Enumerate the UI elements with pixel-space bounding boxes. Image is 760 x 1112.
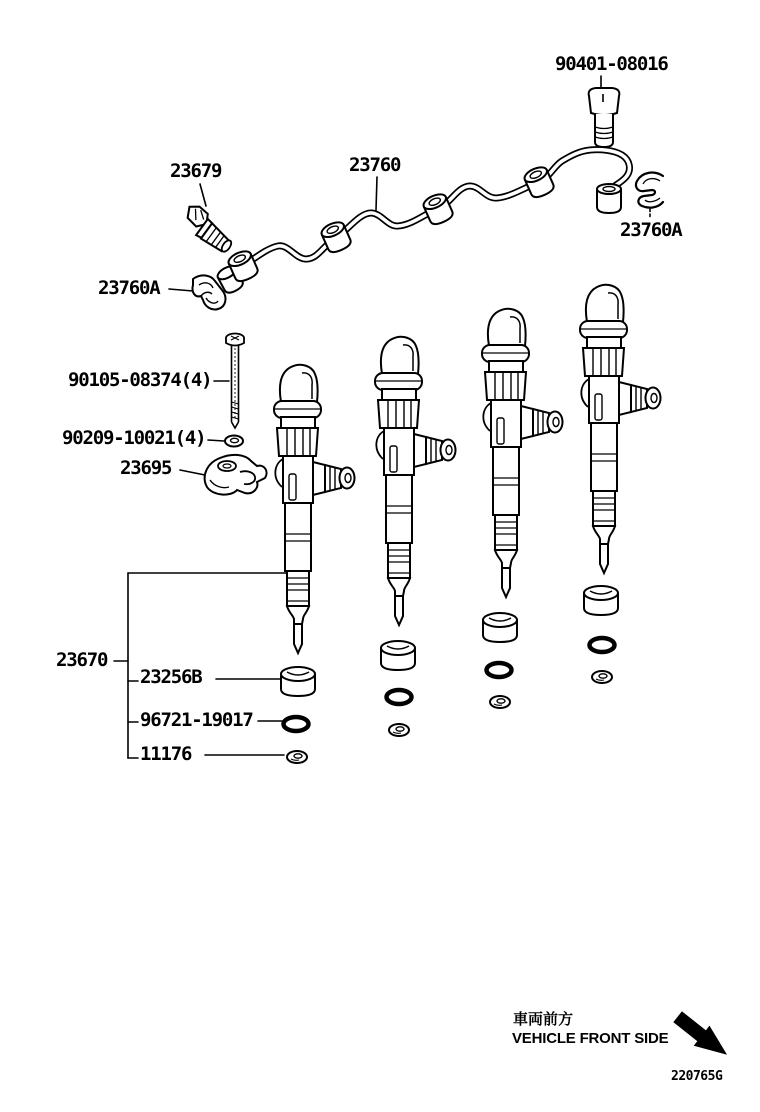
pipe-end-fitting-right [597,184,621,213]
vehicle-front-label-en: VEHICLE FRONT SIDE [512,1030,669,1047]
part-label-23256b: 23256B [140,666,202,688]
injector-2-drawing [375,337,456,625]
washer-90209-drawing [225,436,243,447]
washer-1-drawing [287,751,307,763]
part-label-90209-10021: 90209-10021(4) [62,427,206,449]
bolt-90401-drawing [589,88,620,147]
clamp-23760a-right-drawing [636,173,663,208]
cup-seal-2-drawing [381,641,415,670]
washer-3-drawing [490,696,510,708]
injection-pipe-drawing [216,150,630,296]
oring-2-drawing [387,690,412,704]
oring-1-drawing [284,717,309,731]
part-label-23695: 23695 [120,457,172,479]
part-label-23760a-right: 23760A [620,219,682,241]
washer-4-drawing [592,671,612,683]
clamp-23695-drawing [205,455,267,495]
part-label-96721-19017: 96721-19017 [140,709,253,731]
part-label-23670: 23670 [56,649,108,671]
part-label-23760a-left: 23760A [98,277,160,299]
part-label-23760: 23760 [349,154,401,176]
part-label-11176: 11176 [140,743,192,765]
oring-3-drawing [487,663,512,677]
vehicle-front-arrow-icon [674,1012,726,1054]
cup-seal-3-drawing [483,613,517,642]
oring-4-drawing [590,638,615,652]
washer-2-drawing [389,724,409,736]
vehicle-front-label-jp: 車両前方 [513,1010,574,1028]
cup-seal-1-drawing [281,667,315,696]
injector-4-drawing [580,285,661,573]
diagram-code: 220765G [671,1069,723,1084]
part-label-23679: 23679 [170,160,222,182]
cup-seal-4-drawing [584,586,618,615]
union-bolt-23679-drawing [178,202,238,255]
injector-3-drawing [482,309,563,597]
part-label-90401-08016: 90401-08016 [555,53,668,75]
injector-1-drawing [274,365,355,653]
part-label-90105-08374: 90105-08374(4) [68,369,212,391]
